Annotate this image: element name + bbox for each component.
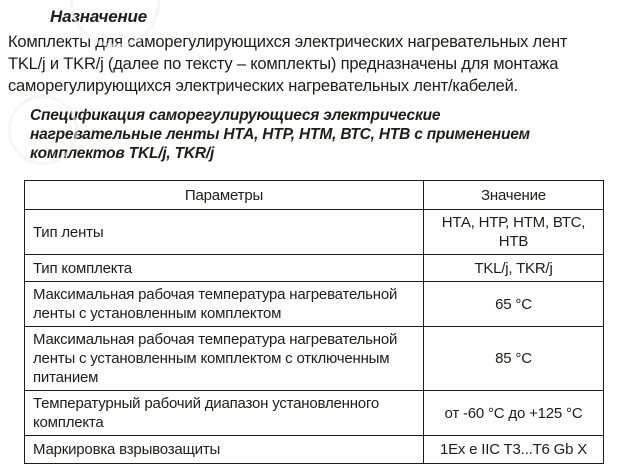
spec-heading-line: нагревательные ленты НТА, НТР, НТМ, ВТС, НТВ с применением <box>30 126 530 143</box>
value-cell: 85 °C <box>424 327 604 391</box>
table-row <box>25 282 604 327</box>
table-row <box>25 327 604 391</box>
section-title: Назначение <box>50 7 147 26</box>
parameter-cell: Максимальная рабочая температура нагревательной ленты с установленным комплектом с отключенным питанием <box>25 327 424 391</box>
table-row <box>25 391 604 436</box>
column-header-value: Значение <box>424 181 604 210</box>
parameter-cell: Тип ленты <box>25 210 424 255</box>
value-cell: от -60 °C до +125 °C <box>424 391 604 436</box>
spec-heading-line: комплектов TKL/j, TKR/j <box>30 145 215 162</box>
table-row <box>25 436 604 464</box>
table-header-row <box>25 181 604 210</box>
spec-heading <box>30 106 619 163</box>
parameter-cell: Маркировка взрывозащиты <box>25 436 424 464</box>
parameter-cell: Тип комплекта <box>25 255 424 282</box>
value-cell: 65 °C <box>424 282 604 327</box>
intro-paragraph <box>8 31 619 97</box>
parameter-cell: Температурный рабочий диапазон установленного комплекта <box>25 391 424 436</box>
parameter-cell: Максимальная рабочая температура нагревательной ленты с установленным комплектом <box>25 282 424 327</box>
column-header-parameters: Параметры <box>25 181 424 210</box>
spec-heading-line: Спецификация саморегулирующиеся электрические <box>30 107 441 124</box>
intro-line: TKL/j и TKR/j (далее по тексту – комплекты) предназначены для монтажа <box>8 55 559 73</box>
value-cell: НТА, НТР, НТМ, ВТС, НТВ <box>424 210 604 255</box>
intro-line: саморегулирующихся электрических нагревательных лент/кабелей. <box>8 77 518 95</box>
table-row <box>25 255 604 282</box>
value-cell: 1Ex e IIC T3...T6 Gb X <box>424 436 604 464</box>
spec-table <box>24 180 604 464</box>
intro-line: Комплекты для саморегулирующихся электрических нагревательных лент <box>8 33 568 51</box>
value-cell: TKL/j, TKR/j <box>424 255 604 282</box>
document-page <box>0 7 627 458</box>
table-row <box>25 210 604 255</box>
